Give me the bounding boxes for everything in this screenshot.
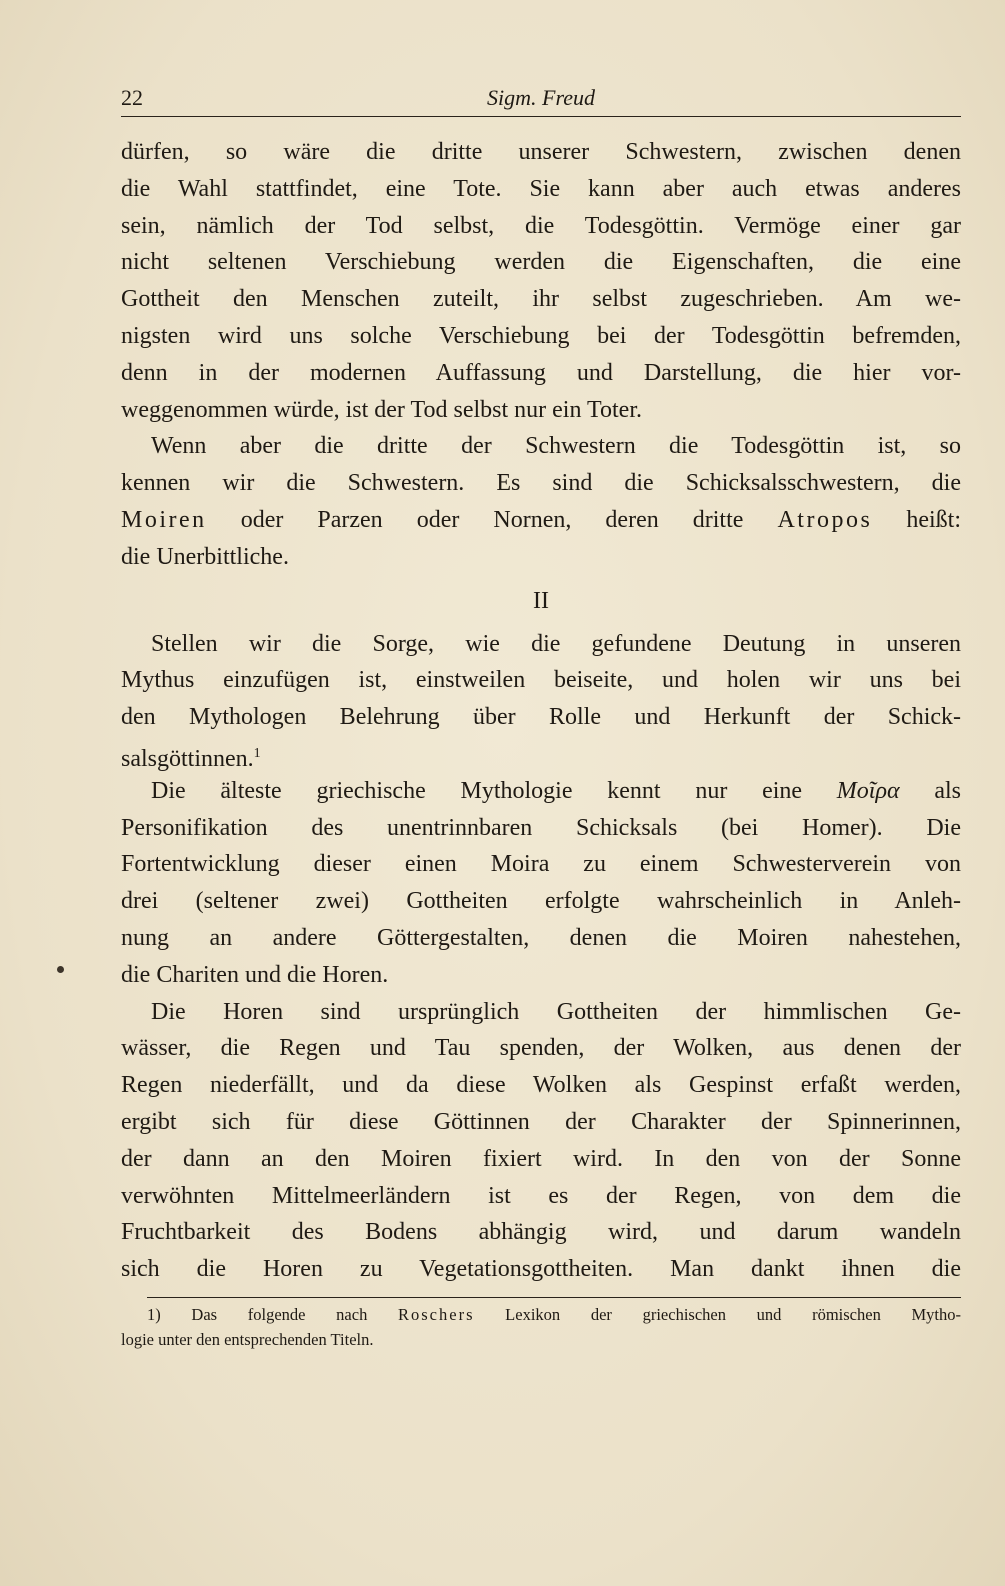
text-line: weggenommen würde, ist der Tod selbst nur ein Toter. (121, 396, 642, 423)
text-line: ergibt sich für diese Göttinnen der Charakter der Spinnerinnen, (121, 1108, 961, 1135)
text-line: drei (seltener zwei) Gottheiten erfolgte wahrscheinlich in Anleh- (121, 888, 961, 915)
text-line-with-spaced-names (121, 502, 961, 539)
text-line: Mythus einzufügen ist, einstweilen beiseite, und holen wir uns bei (121, 667, 961, 694)
text-line: denn in der modernen Auffassung und Darstellung, die hier vor- (121, 359, 961, 386)
text-line: nicht seltenen Verschiebung werden die Eigenschaften, die eine (121, 249, 961, 276)
text-line: Fruchtbarkeit des Bodens abhängig wird, und darum wandeln (121, 1219, 961, 1246)
text-run: heißt: (872, 506, 961, 533)
text-line: nigsten wird uns solche Verschiebung bei der Todesgöttin befremden, (121, 322, 961, 349)
text-line: den Mythologen Belehrung über Rolle und Herkunft der Schick- (121, 704, 961, 731)
text-line: dürfen, so wäre die dritte unserer Schwestern, zwischen denen (121, 139, 961, 165)
margin-mark (57, 966, 64, 973)
text-line: Stellen wir die Sorge, wie die gefundene Deutung in unseren (151, 630, 961, 657)
spaced-name-atropos: Atropos (777, 506, 873, 533)
text-line: Fortentwicklung dieser einen Moira zu einem Schwesterverein von (121, 851, 961, 878)
text-line: kennen wir die Schwestern. Es sind die Schicksalsschwestern, die (121, 470, 961, 497)
page-number: 22 (121, 85, 143, 110)
text-run: salsgöttinnen. (121, 745, 254, 772)
text-line: die Unerbittliche. (121, 543, 289, 570)
text-run: oder Parzen oder Nornen, deren dritte (206, 506, 778, 533)
text-line-with-greek (121, 773, 961, 810)
footnote-line: logie unter den entsprechenden Titeln. (121, 1330, 374, 1349)
text-line: Gottheit den Menschen zuteilt, ihr selbst zugeschrieben. Am we- (121, 286, 961, 313)
author-name: Sigm. Freud (487, 85, 595, 110)
footnote-divider (147, 1297, 961, 1298)
section-heading: II (533, 587, 549, 614)
spaced-name-moiren: Moiren (121, 506, 207, 533)
text-line: wässer, die Regen und Tau spenden, der Wolken, aus denen der (121, 1035, 961, 1062)
text-line: die Chariten und die Horen. (121, 961, 389, 988)
footnote (121, 1302, 961, 1352)
text-line-with-footnote-ref (121, 736, 961, 773)
text-run: Die älteste griechische Mythologie kennt nur eine (151, 777, 837, 804)
text-line: sich die Horen zu Vegetationsgottheiten. Man dankt ihnen die (121, 1256, 961, 1283)
spaced-name-roschers: Roschers (398, 1305, 475, 1324)
greek-word-moira: Μοῖρα (836, 777, 900, 804)
text-run: als (899, 777, 961, 804)
footnote-reference[interactable]: 1 (253, 745, 261, 761)
text-run: 1) Das folgende nach (147, 1305, 398, 1324)
text-run: Lexikon der griechischen und römischen Mytho- (474, 1305, 961, 1324)
text-line: die Wahl stattfindet, eine Tote. Sie kann aber auch etwas anderes (121, 175, 961, 202)
text-line: sein, nämlich der Tod selbst, die Todesgöttin. Vermöge einer gar (121, 212, 961, 239)
body-text (121, 134, 961, 1288)
text-line: Wenn aber die dritte der Schwestern die Todesgöttin ist, so (151, 433, 961, 460)
footnote-line (121, 1302, 961, 1327)
text-line: nung an andere Göttergestalten, denen die Moiren nahestehen, (121, 924, 961, 951)
text-line: Personifikation des unentrinnbaren Schicksals (bei Homer). Die (121, 814, 961, 841)
text-line: Regen niederfällt, und da diese Wolken als Gespinst erfaßt werden, (121, 1072, 961, 1099)
text-line: verwöhnten Mittelmeerländern ist es der Regen, von dem die (121, 1182, 961, 1209)
text-line: Die Horen sind ursprünglich Gottheiten der himmlischen Ge- (151, 998, 961, 1025)
running-head (121, 82, 961, 117)
text-line: der dann an den Moiren fixiert wird. In den von der Sonne (121, 1145, 961, 1172)
